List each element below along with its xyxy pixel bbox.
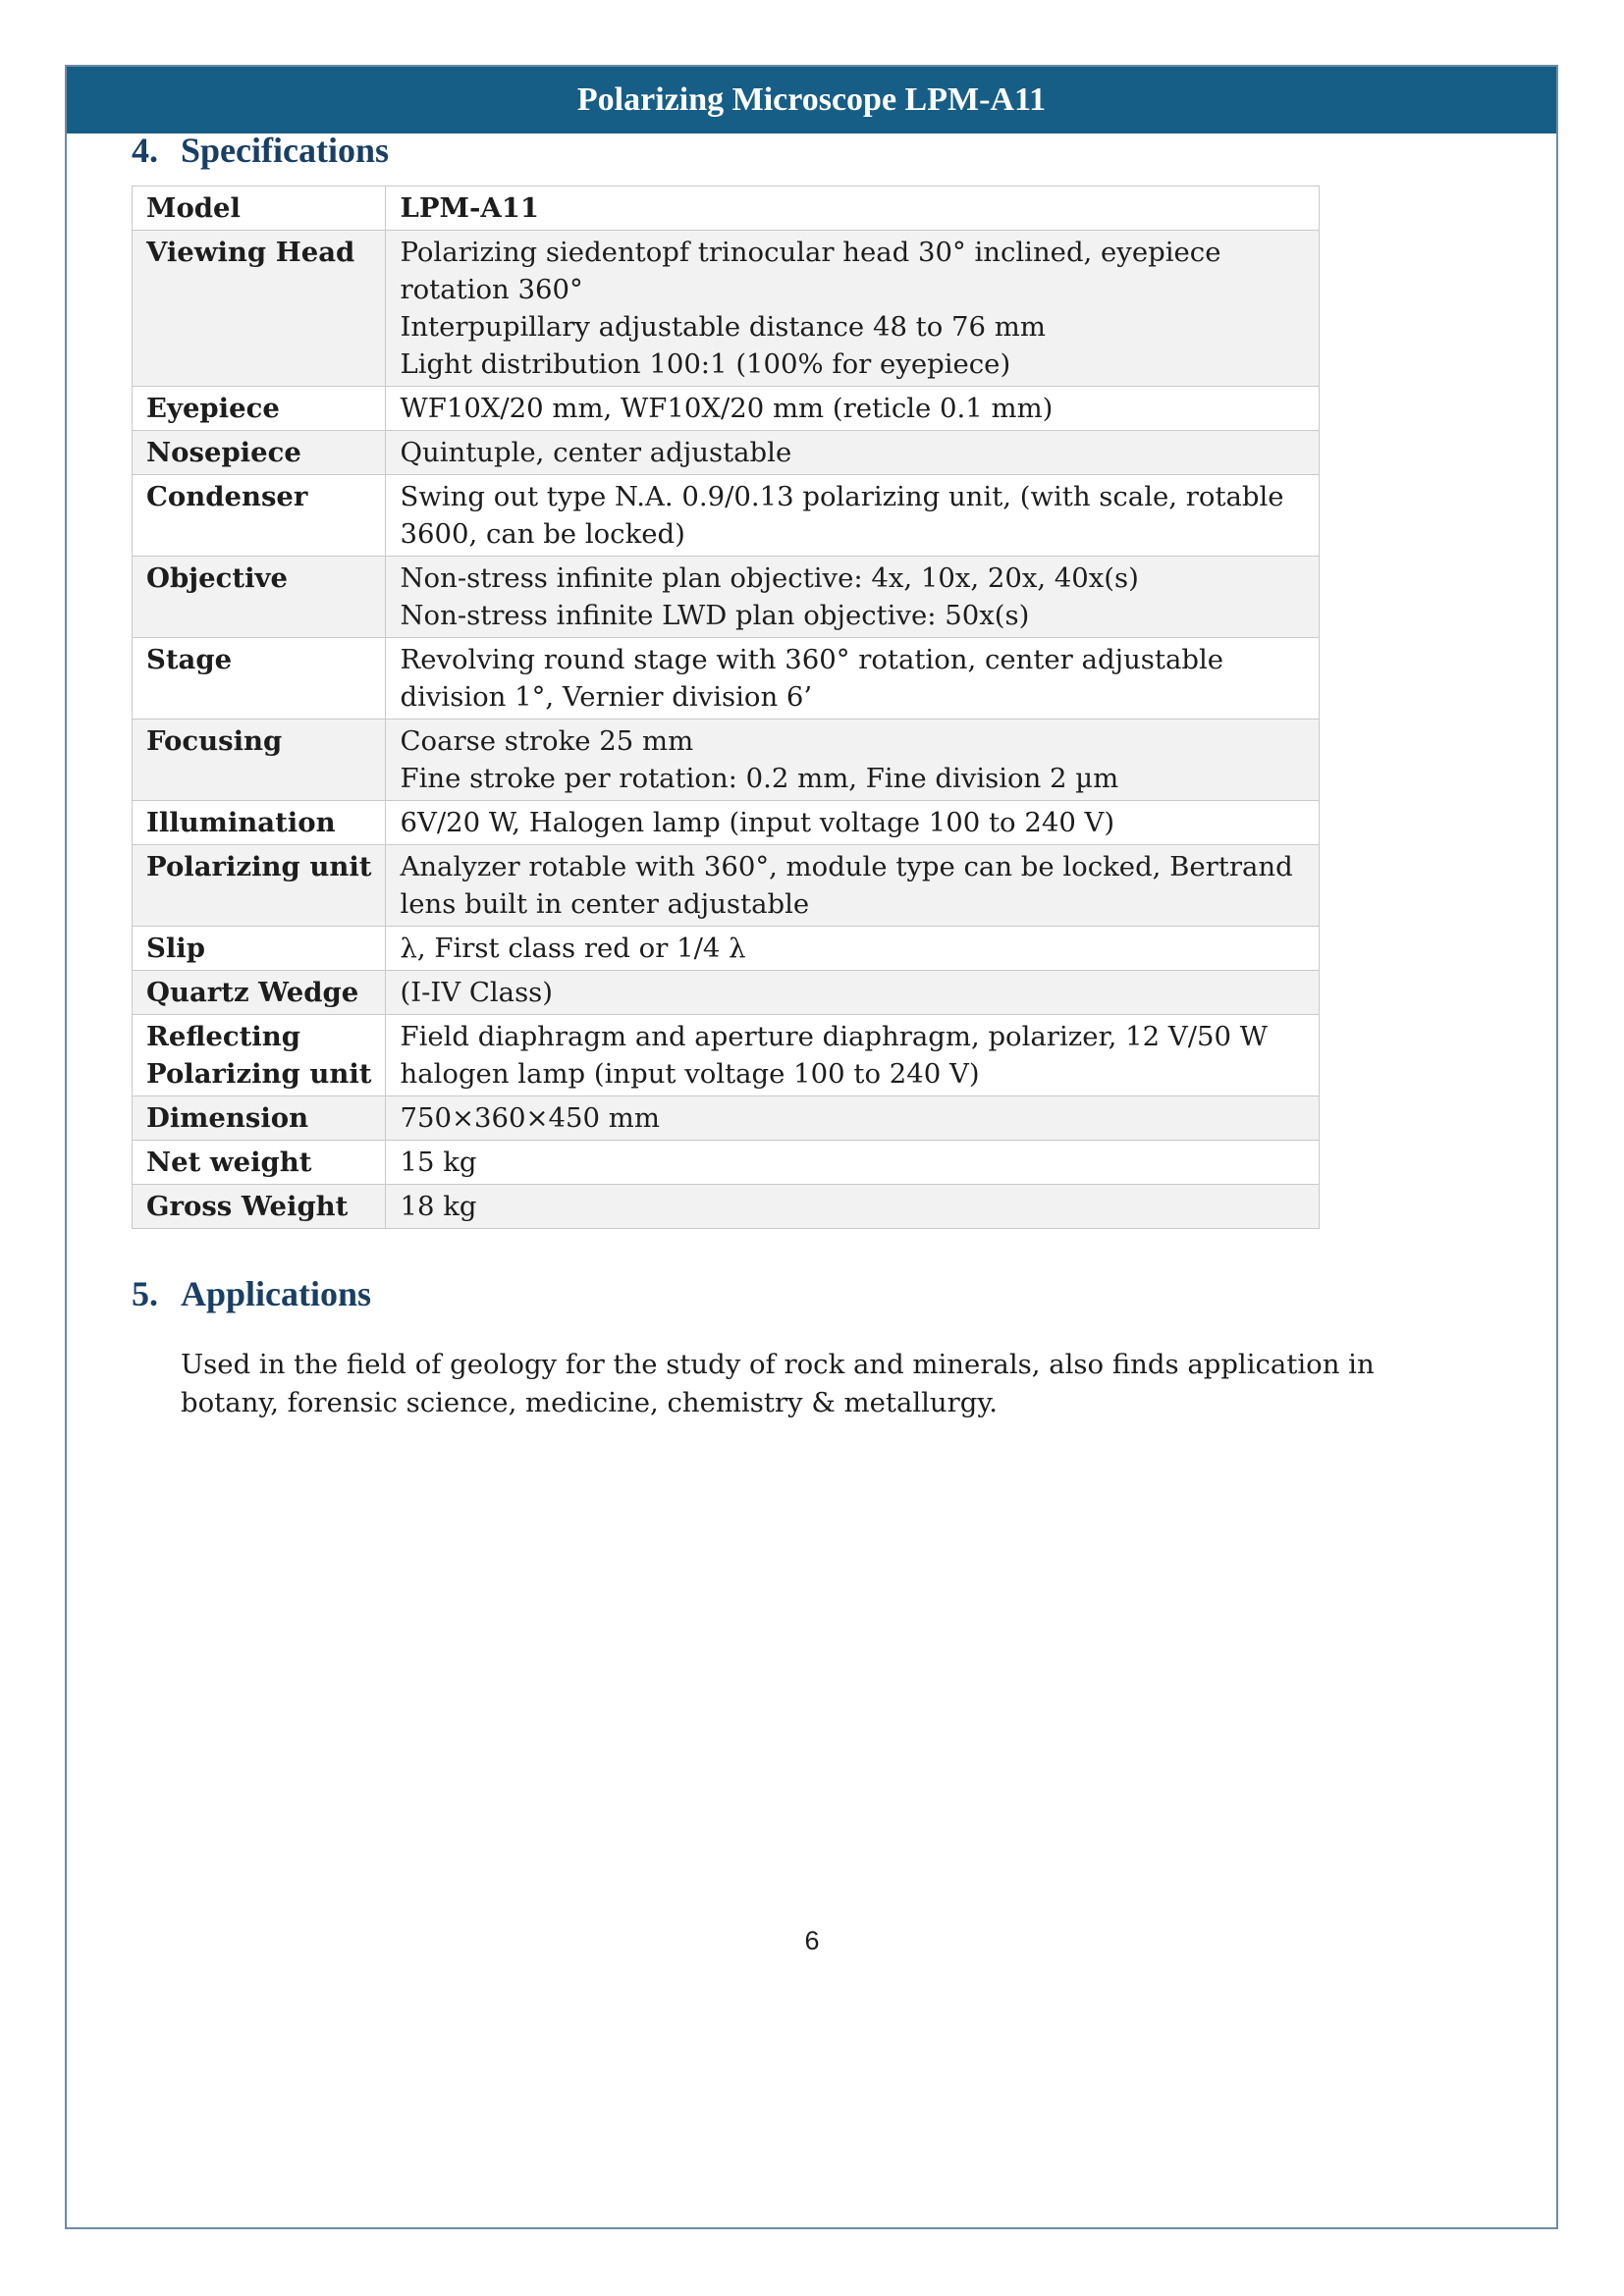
- spec-key: Objective: [133, 557, 386, 638]
- spec-value-line: Analyzer rotable with 360°, module type can be locked, Bertrand: [400, 851, 1293, 882]
- spec-value-line: halogen lamp (input voltage 100 to 240 V): [400, 1058, 980, 1090]
- spec-value: [386, 387, 1320, 431]
- applications-title: Applications: [181, 1274, 372, 1313]
- spec-row: [133, 431, 1320, 475]
- spec-row: [133, 720, 1320, 801]
- spec-value-line: Non-stress infinite LWD plan objective: 50x(s): [400, 600, 1030, 631]
- applications-number: 5.: [132, 1274, 158, 1313]
- spec-value: [386, 638, 1320, 720]
- spec-value: [386, 431, 1320, 475]
- spec-value: [386, 187, 1320, 231]
- spec-value-line: Swing out type N.A. 0.9/0.13 polarizing unit, (with scale, rotable: [400, 481, 1284, 512]
- spec-key: Eyepiece: [133, 387, 386, 431]
- spec-row: [133, 231, 1320, 387]
- spec-value-line: Non-stress infinite plan objective: 4x, 10x, 20x, 40x(s): [400, 562, 1139, 594]
- spec-value-line: 6V/20 W, Halogen lamp (input voltage 100 to 240 V): [400, 807, 1115, 838]
- spec-value-line: Light distribution 100:1 (100% for eyepiece): [400, 348, 1011, 380]
- spec-value-line: Interpupillary adjustable distance 48 to 76 mm: [400, 311, 1046, 343]
- spec-row: [133, 971, 1320, 1015]
- spec-value: [386, 845, 1320, 927]
- spec-key: Net weight: [133, 1141, 386, 1185]
- spec-value-line: 18 kg: [400, 1191, 477, 1222]
- spec-row: [133, 1185, 1320, 1229]
- spec-key: Gross Weight: [133, 1185, 386, 1229]
- spec-value-line: 750×360×450 mm: [400, 1102, 660, 1134]
- spec-value: [386, 557, 1320, 638]
- spec-key: Polarizing unit: [133, 845, 386, 927]
- spec-value: [386, 231, 1320, 387]
- spec-value: [386, 927, 1320, 971]
- spec-row: [133, 927, 1320, 971]
- header-banner: Polarizing Microscope LPM-A11: [67, 67, 1556, 133]
- spec-key: Focusing: [133, 720, 386, 801]
- spec-row: [133, 1015, 1320, 1096]
- spec-value-line: Coarse stroke 25 mm: [400, 725, 694, 757]
- spec-key: Reflecting Polarizing unit: [133, 1015, 386, 1096]
- spec-key: Nosepiece: [133, 431, 386, 475]
- spec-key: Model: [133, 187, 386, 231]
- spec-value: [386, 475, 1320, 557]
- spec-value-line: Field diaphragm and aperture diaphragm, polarizer, 12 V/50 W: [400, 1021, 1268, 1052]
- spec-key: Illumination: [133, 801, 386, 845]
- spec-value-line: division 1°, Vernier division 6’: [400, 681, 813, 713]
- spec-value-line: Revolving round stage with 360° rotation, center adjustable: [400, 644, 1224, 675]
- spec-value-line: Fine stroke per rotation: 0.2 mm, Fine division 2 µm: [400, 763, 1119, 794]
- spec-value: [386, 1185, 1320, 1229]
- spec-value-line: Polarizing siedentopf trinocular head 30° inclined, eyepiece: [400, 237, 1221, 268]
- spec-row: [133, 801, 1320, 845]
- spec-value-line: 15 kg: [400, 1147, 477, 1178]
- spec-key: Viewing Head: [133, 231, 386, 387]
- spec-value-line: Quintuple, center adjustable: [400, 437, 792, 468]
- applications-heading: [132, 1273, 371, 1314]
- spec-value: [386, 1015, 1320, 1096]
- specifications-table: [132, 186, 1320, 1229]
- spec-value: [386, 720, 1320, 801]
- spec-row: [133, 1141, 1320, 1185]
- specifications-heading: [132, 130, 389, 171]
- spec-value-line: λ, First class red or 1/4 λ: [400, 933, 746, 964]
- specifications-title: Specifications: [181, 131, 389, 170]
- spec-row: [133, 1096, 1320, 1141]
- spec-key: Condenser: [133, 475, 386, 557]
- spec-value-line: lens built in center adjustable: [400, 888, 810, 920]
- spec-key: Dimension: [133, 1096, 386, 1141]
- specifications-number: 4.: [132, 131, 158, 170]
- spec-value-line: 3600, can be locked): [400, 518, 685, 550]
- applications-paragraph: Used in the field of geology for the study of rock and minerals, also finds application in botany, forensic science, medicine, chemistry & metallurgy.: [181, 1349, 1375, 1418]
- spec-value: [386, 801, 1320, 845]
- spec-row: [133, 187, 1320, 231]
- spec-row: [133, 475, 1320, 557]
- spec-row: [133, 638, 1320, 720]
- spec-value: [386, 1096, 1320, 1141]
- spec-key: Stage: [133, 638, 386, 720]
- spec-row: [133, 387, 1320, 431]
- spec-value-line: WF10X/20 mm, WF10X/20 mm (reticle 0.1 mm): [400, 393, 1054, 424]
- spec-row: [133, 557, 1320, 638]
- spec-value-line: LPM-A11: [400, 192, 539, 224]
- spec-row: [133, 845, 1320, 927]
- spec-key: Quartz Wedge: [133, 971, 386, 1015]
- spec-key: Slip: [133, 927, 386, 971]
- spec-value: [386, 971, 1320, 1015]
- spec-value-line: rotation 360°: [400, 274, 583, 305]
- spec-value-line: (I-IV Class): [400, 977, 554, 1008]
- page-number: 6: [804, 1926, 820, 1955]
- spec-value: [386, 1141, 1320, 1185]
